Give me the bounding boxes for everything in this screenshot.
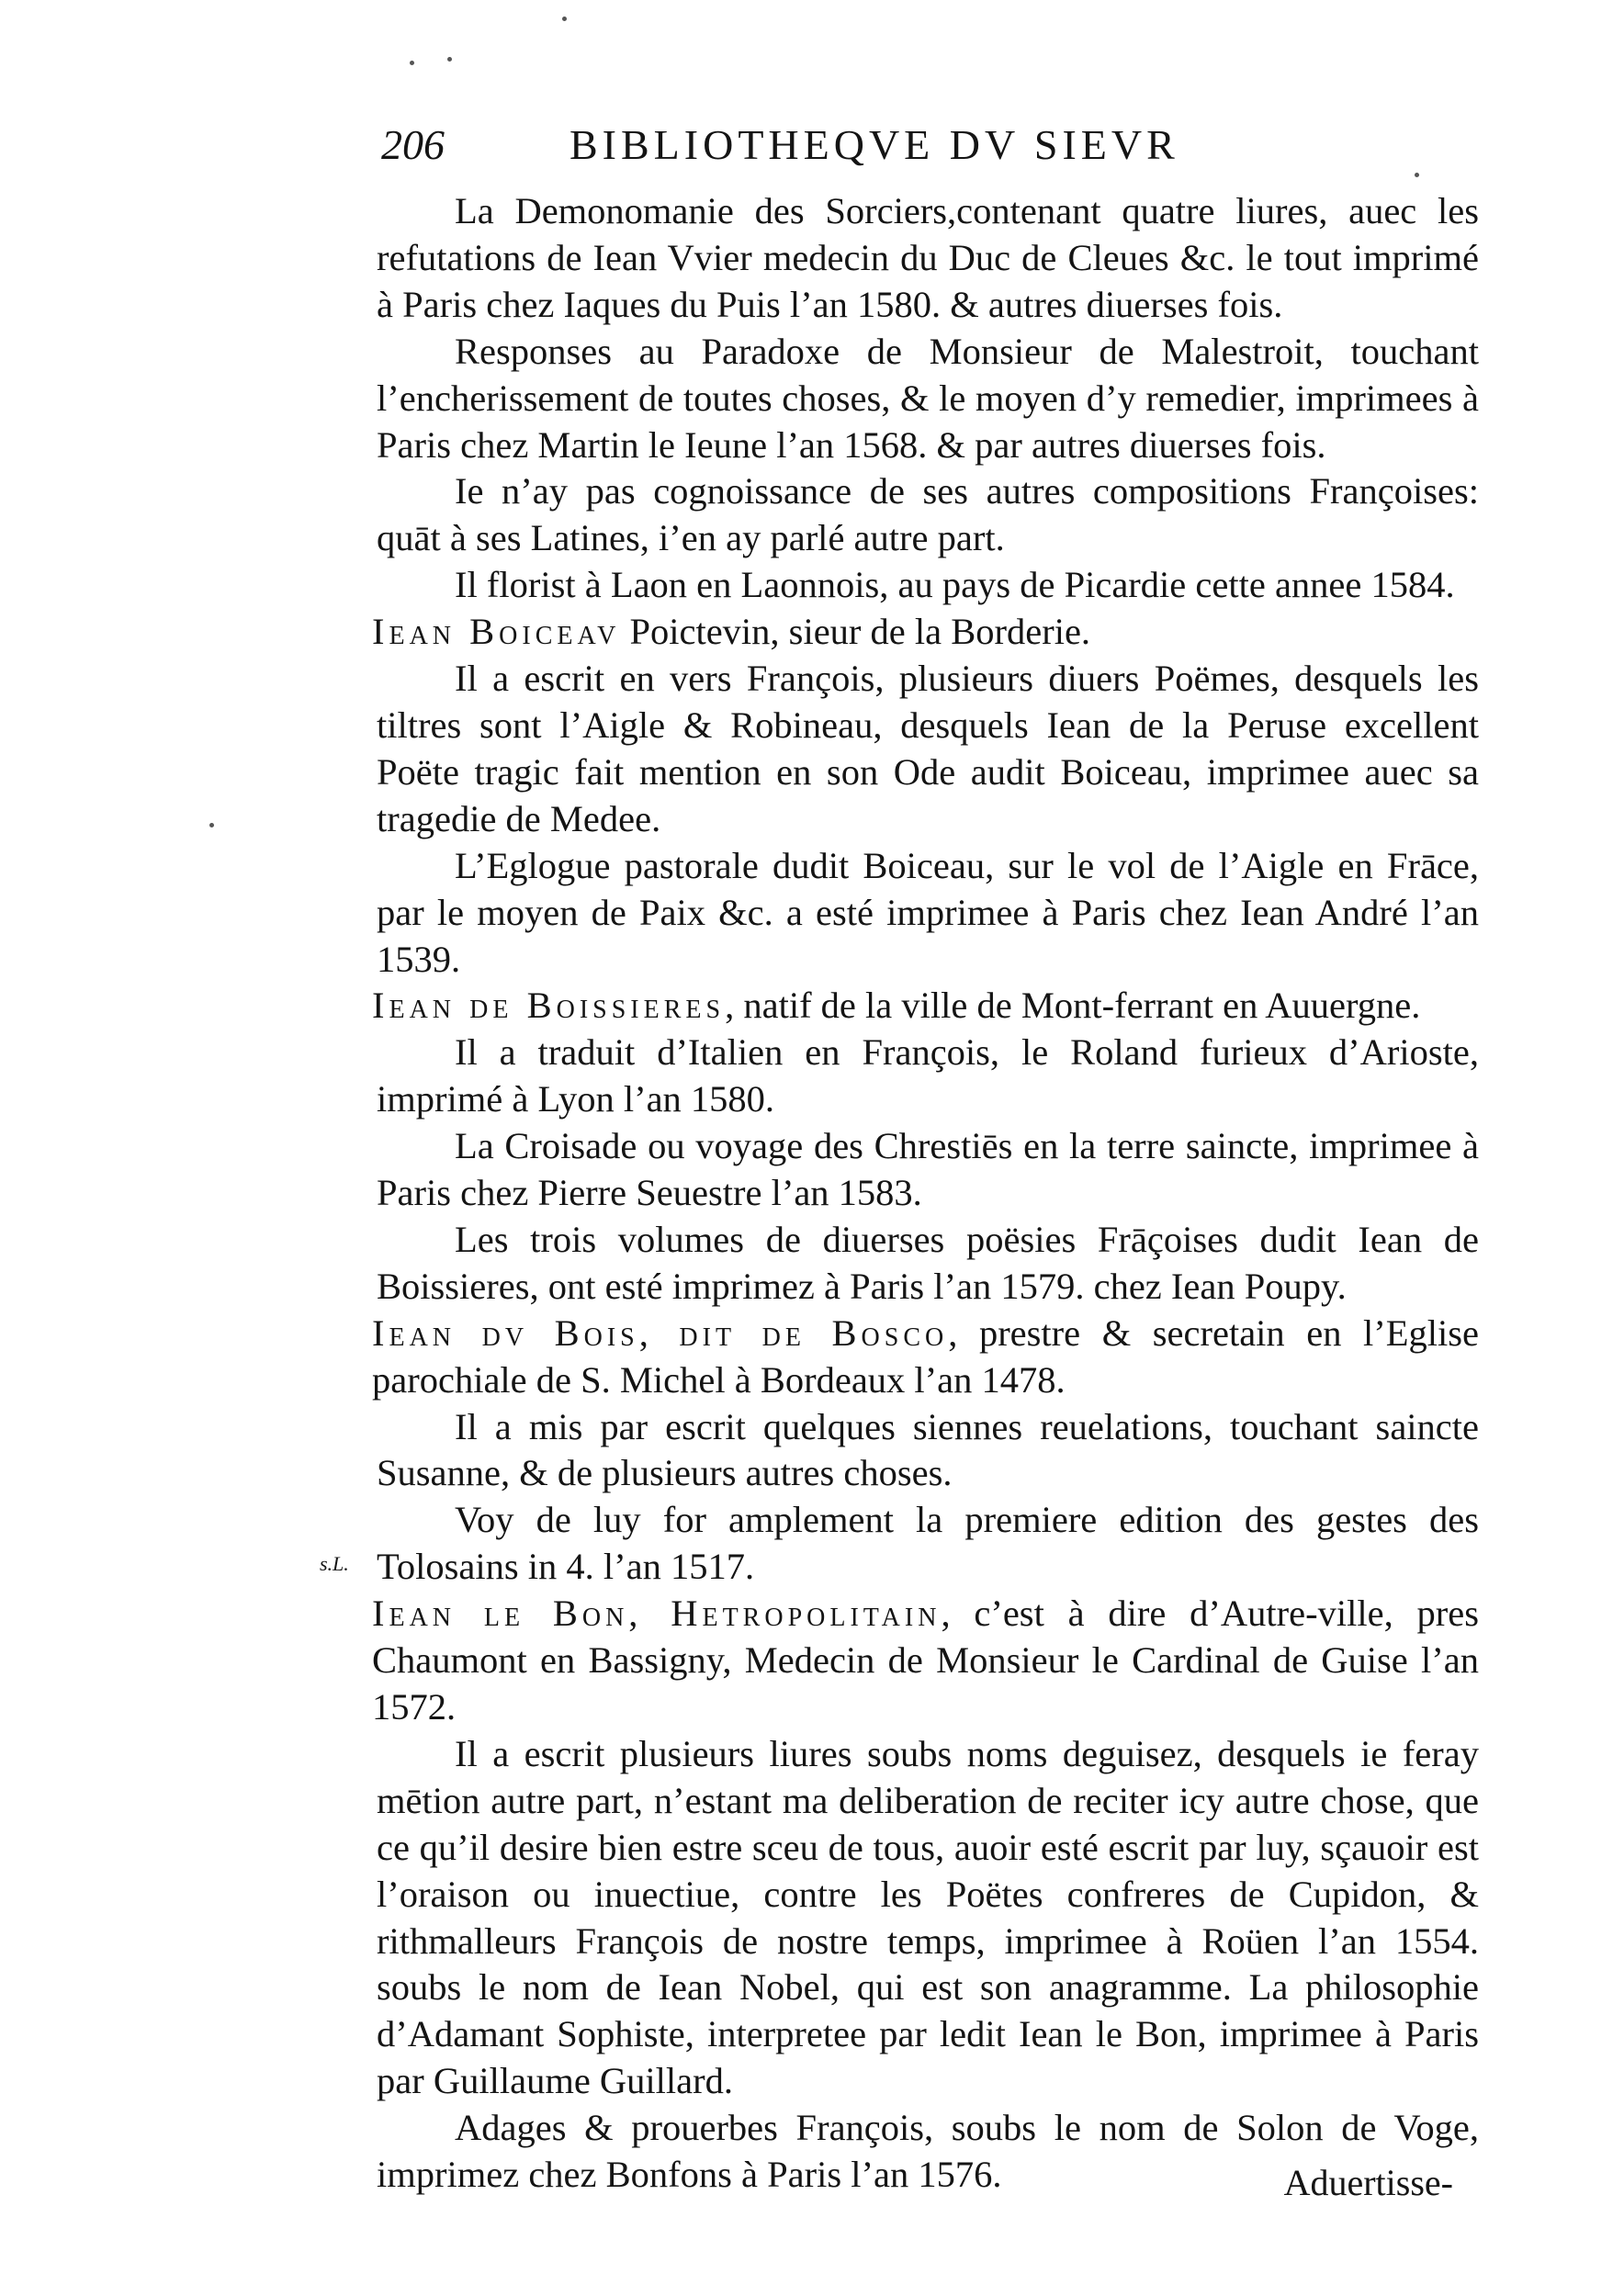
paragraph: La Demonomanie des Sorciers,contenant quatre liures, auec les refutations de Iean Vvier medecin du Duc de Cleues &c. le tout imprimé à Paris chez Iaques du Puis l’an 1580. & autres diuerses fois. xyxy=(377,190,1479,325)
ink-speck xyxy=(410,61,414,65)
entry-description: , natif de la ville de Mont-ferrant en Auuergne. xyxy=(725,985,1421,1027)
entry-description: Poictevin, sieur de la Borderie. xyxy=(620,611,1091,653)
ink-speck xyxy=(209,823,214,827)
entry-description: , c’est à dire d’Autre-ville, pres Chaumont en Bassigny, Medecin de Monsieur le Cardinal de Guise l’an 1572. xyxy=(372,1593,1479,1728)
page-number: 206 xyxy=(381,121,445,168)
entry-heading xyxy=(372,983,1479,1030)
author-name: Iean Boiceav xyxy=(372,611,621,653)
author-name: Iean de Boissieres xyxy=(372,985,726,1027)
ink-speck xyxy=(1415,173,1419,177)
ink-speck xyxy=(562,17,567,21)
entry-heading xyxy=(372,609,1479,656)
running-title: BIBLIOTHEQVE DV SIEVR xyxy=(570,121,1179,168)
paragraph: Les trois volumes de diuerses poësies Frāçoises dudit Iean de Boissieres, ont esté imprimez à Paris l’an 1579. chez Iean Poupy. xyxy=(377,1218,1479,1307)
paragraph: L’Eglogue pastorale dudit Boiceau, sur le vol de l’Aigle en Frāce, par le moyen de Paix &c. a esté imprimee à Paris chez Iean André l’an 1539. xyxy=(377,844,1479,980)
paragraph: Il a traduit d’Italien en François, le Roland furieux d’Arioste, imprimé à Lyon l’an 1580. xyxy=(377,1031,1479,1120)
margin-note: s.L. xyxy=(320,1552,349,1575)
author-name: Iean dv Bois, dit de Bosco xyxy=(372,1311,949,1354)
paragraph: Il a escrit plusieurs liures soubs noms deguisez, desquels ie feray mētion autre part, n’estant ma deliberation de reciter icy autre chose, que ce qu’il desire bien estre sceu de tous, auoir esté escrit par luy, sçauoir est l’oraison ou inuectiue, contre les Poëtes confreres de Cupidon, & rithmalleurs François de nostre temps, imprimee à Roüen l’an 1554. soubs le nom de Iean Nobel, qui est son anagramme. La philosophie d’Adamant Sophiste, interpretee par ledit Iean le Bon, imprimee à Paris par Guillaume Guillard. xyxy=(377,1732,1479,2102)
entry-heading xyxy=(372,1591,1479,1731)
paragraph: Responses au Paradoxe de Monsieur de Malestroit, touchant l’encherissement de toutes choses, & le moyen d’y remedier, imprimees à Paris chez Martin le Ieune l’an 1568. & par autres diuerses fois. xyxy=(377,330,1479,466)
paragraph: Il a mis par escrit quelques siennes reuelations, touchant saincte Susanne, & de plusieurs autres choses. xyxy=(377,1405,1479,1494)
ink-speck xyxy=(447,57,452,62)
entry-heading xyxy=(372,1311,1479,1404)
paragraph: Voy de luy for amplement la premiere edition des gestes des Tolosains in 4. l’an 1517. xyxy=(377,1499,1479,1588)
main-text xyxy=(372,188,1480,2199)
catchword: Aduertisse- xyxy=(1283,2162,1453,2203)
entry-description: , prestre & secretain en l’Eglise parochiale de S. Michel à Bordeaux l’an 1478. xyxy=(372,1311,1480,1401)
author-name: Iean le Bon, Hetropolitain xyxy=(372,1593,942,1635)
paragraph: Ie n’ay pas cognoissance de ses autres compositions Françoises: quāt à ses Latines, i’en ay parlé autre part. xyxy=(377,470,1479,559)
paragraph: Il a escrit en vers François, plusieurs diuers Poëmes, desquels les tiltres sont l’Aigle & Robineau, desquels Iean de la Peruse excellent Poëte tragic fait mention en son Ode audit Boiceau, imprimee auec sa tragedie de Medee. xyxy=(377,658,1479,839)
paragraph: Il florist à Laon en Laonnois, au pays de Picardie cette annee 1584. xyxy=(455,564,1455,606)
paragraph: La Croisade ou voyage des Chrestiēs en la terre saincte, imprimee à Paris chez Pierre Seuestre l’an 1583. xyxy=(377,1125,1479,1214)
paragraph: Adages & prouerbes François, soubs le nom de Solon de Voge, imprimez chez Bonfons à Paris l’an 1576. xyxy=(377,2107,1479,2196)
